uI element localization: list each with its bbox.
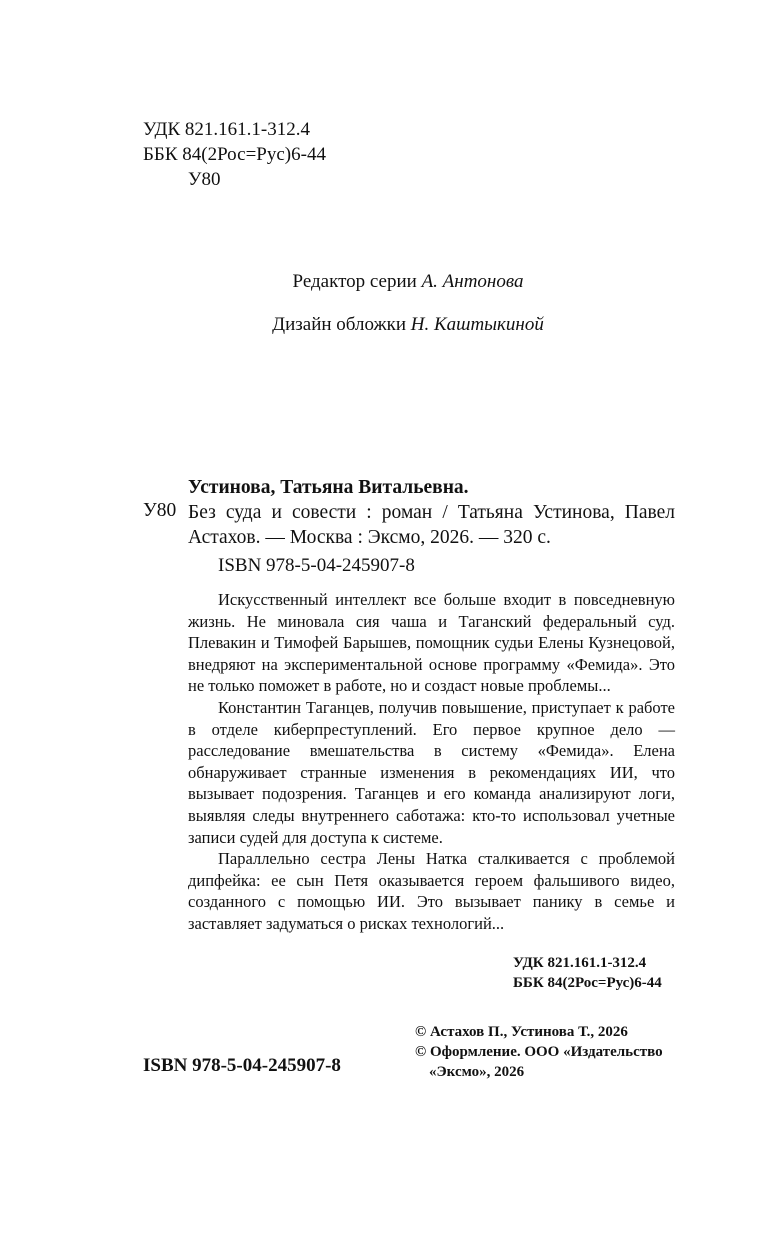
cover-design-label: Дизайн обложки — [272, 314, 407, 335]
copyright-block — [415, 1022, 663, 1082]
annotation — [188, 589, 675, 935]
footer-isbn: ISBN 978-5-04-245907-8 — [143, 1055, 341, 1076]
cover-design-credit — [24, 314, 768, 336]
annotation-paragraph: Параллельно сестра Лены Натка сталкивается с проблемой дипфейка: ее сын Петя оказывается героем фальшивого видео, созданного с помощью ИИ. Это вызывает панику в семье и заставляет задуматься о рисках технологий... — [188, 849, 675, 933]
author-heading: Устинова, Татьяна Витальевна. — [188, 477, 469, 498]
footer-classification — [513, 953, 662, 993]
classification-block — [143, 117, 326, 192]
copyright-publisher: «Эксмо», 2026 — [429, 1064, 525, 1080]
cover-design-name: Н. Каштыкиной — [410, 314, 544, 335]
annotation-paragraph: Искусственный интеллект все больше входит в повседневную жизнь. Не миновала сия чаша и Таганский федеральный суд. Плевакин и Тимофей Барышев, помощник судьи Елены Кузнецовой, внедряют на экспериментальной основе программу «Фемида». Это не только поможет в работе, но и создаст новые проблемы... — [188, 590, 675, 696]
copyright-design: © Оформление. ООО «Издательство — [415, 1044, 663, 1060]
series-editor-label: Редактор серии — [292, 271, 417, 292]
footer-bbk: ББК 84(2Рос=Рус)6-44 — [513, 975, 662, 991]
series-editor-name: А. Антонова — [421, 271, 524, 292]
udk-code: УДК 821.161.1-312.4 — [143, 119, 310, 140]
bbk-code: ББК 84(2Рос=Рус)6-44 — [143, 144, 326, 165]
catalog-isbn: ISBN 978-5-04-245907-8 — [218, 555, 415, 576]
bibliographic-entry: Без суда и совести : роман / Татьяна Устинова, Павел Астахов. — Москва : Эксмо, 2026. — 320 с. — [188, 502, 675, 548]
series-editor-credit — [24, 271, 768, 293]
author-mark: У80 — [188, 169, 221, 190]
annotation-paragraph: Константин Таганцев, получив повышение, приступает к работе в отделе киберпреступлений. Его первое крупное дело — расследование вмешательства в систему «Фемида». Елена обнаруживает странные изменения в рекомендациях ИИ, что вызывает подозрения. Таганцев и его команда анализируют логи, выявляя следы внутреннего саботажа: кто-то использовал учетные записи судей для доступа к системе. — [188, 697, 675, 847]
copyright-authors: © Астахов П., Устинова Т., 2026 — [415, 1024, 628, 1040]
footer-udk: УДК 821.161.1-312.4 — [513, 955, 647, 971]
catalog-author-mark: У80 — [143, 500, 177, 521]
